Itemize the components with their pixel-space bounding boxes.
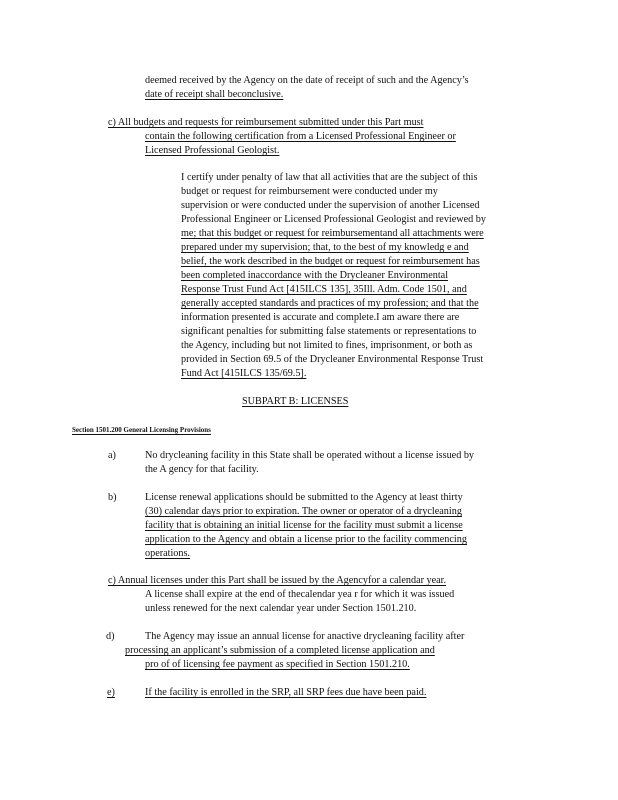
certification-line: information presented is accurate and complete.I am aware there are (181, 312, 460, 323)
paragraph-line: Licensed Professional Geologist. (145, 145, 280, 156)
paragraph-line: contain the following certification from a Licensed Professional Engineer or (145, 131, 456, 142)
certification-line: significant penalties for submitting false statements or representations to (181, 326, 477, 337)
certification-line: supervision or were conducted under the supervision of another Licensed (181, 200, 480, 211)
list-item-line: No drycleaning facility in this State shall be operated without a license issued by (145, 450, 475, 461)
paragraph-line: c) All budgets and requests for reimbursement submitted under this Part must (108, 117, 424, 128)
list-item-line: the A gency for that facility. (145, 464, 259, 475)
certification-line: been completed inaccordance with the Drycleaner Environmental (181, 270, 449, 281)
list-item-line: processing an applicant’s submission of a completed license application and (125, 645, 435, 656)
certification-line: Professional Engineer or Licensed Professional Geologist and reviewed by (181, 214, 486, 225)
list-item-line: A license shall expire at the end of thecalendar yea r for which it was issued (145, 589, 455, 600)
list-marker: b) (108, 492, 117, 503)
list-item-line: c) Annual licenses under this Part shall be issued by the Agencyfor a calendar year. (108, 575, 447, 586)
list-marker: a) (108, 450, 116, 461)
list-item-line: facility that is obtaining an initial license for the facility must submit a license (145, 520, 463, 531)
list-item-line: pro of of licensing fee payment as specified in Section 1501.210. (145, 659, 410, 670)
section-heading: Section 1501.200 General Licensing Provisions (72, 426, 211, 434)
certification-line: belief, the work described in the budget or request for reimbursement has (181, 256, 480, 267)
certification-line: budget or request for reimbursement were conducted under my (181, 186, 438, 197)
paragraph-line: deemed received by the Agency on the date of receipt of such and the Agency’s (145, 75, 469, 86)
list-marker: d) (106, 631, 115, 642)
list-item-line: application to the Agency and obtain a license prior to the facility commencing (145, 534, 467, 545)
certification-line: Fund Act [415ILCS 135/69.5]. (181, 368, 307, 379)
certification-line: provided in Section 69.5 of the Drycleaner Environmental Response Trust (181, 354, 484, 365)
list-item-line: License renewal applications should be submitted to the Agency at least thirty (145, 492, 463, 503)
certification-line: I certify under penalty of law that all activities that are the subject of this (181, 172, 478, 183)
list-item-line: If the facility is enrolled in the SRP, all SRP fees due have been paid. (145, 687, 427, 698)
certification-line: me; that this budget or request for reimbursementand all attachments were (181, 228, 484, 239)
list-marker: e) (107, 687, 115, 698)
list-item-line: The Agency may issue an annual license for anactive drycleaning facility after (145, 631, 465, 642)
list-item-line: operations. (145, 548, 190, 559)
subpart-title: SUBPART B: LICENSES (242, 396, 349, 407)
certification-line: Response Trust Fund Act [415ILCS 135], 35Ill. Adm. Code 1501, and (181, 284, 467, 295)
certification-line: generally accepted standards and practices of my profession; and that the (181, 298, 479, 309)
certification-line: the Agency, including but not limited to fines, imprisonment, or both as (181, 340, 473, 351)
certification-line: prepared under my supervision; that, to the best of my knowledg e and (181, 242, 469, 253)
paragraph-line: date of receipt shall beconclusive. (145, 89, 284, 100)
list-item-line: (30) calendar days prior to expiration. The owner or operator of a drycleaning (145, 506, 462, 517)
list-item-line: unless renewed for the next calendar year under Section 1501.210. (145, 603, 417, 614)
